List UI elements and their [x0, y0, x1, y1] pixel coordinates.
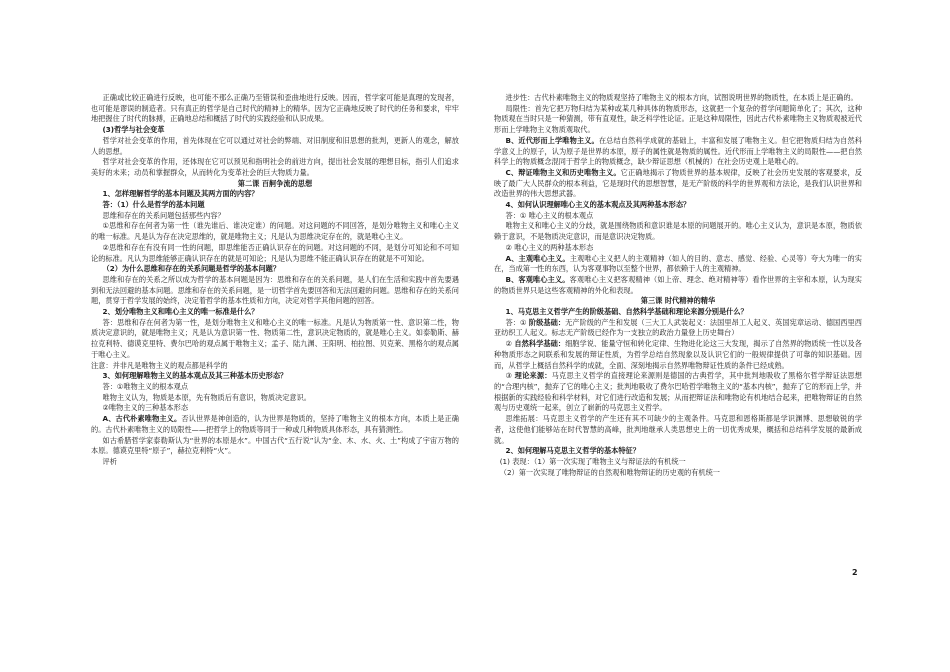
question-heading: 2、划分唯物主义和唯心主义的唯一标准是什么？	[102, 307, 259, 317]
section-title: 第三课 时代精神的精华	[640, 296, 716, 306]
bold-lead: A、古代朴素唯物主义。	[102, 414, 182, 424]
bold-lead: A、主观唯心主义。	[505, 253, 570, 263]
body-paragraph: 思维拓展：马克思主义哲学的产生还有其不可缺少的主观条件。马克思和恩格斯都是学识渊博、思想敏锐的学者，这使他们能够站在时代智慧的高峰，批判地继承人类思想史上的一切优秀成果，概括和总结科学发展的最新成就。	[494, 414, 862, 445]
body-paragraph: 答：思维和存在何者为第一性，是划分唯物主义和唯心主义的唯一标准。凡是认为物质第一性、意识第二性，物质决定意识的，就是唯物主义；凡是认为意识第一性、物质第二性，意识决定物质的，就是唯心主义。如泰勒斯、赫拉克利特、德谟克里特、费尔巴哈的观点属于唯物主义；孟子、陆九渊、王阳明、柏拉图、贝克莱、黑格尔的观点属于唯心主义。	[91, 317, 459, 359]
list-item: （2）第一次实现了唯物辩证的自然观和唯物辩证的历史观的有机统一	[499, 467, 720, 477]
body-paragraph: A、主观唯心主义。主观唯心主义把人的主观精神（如人的目的、意志、感觉、经验、心灵等）夸大为唯一的实在，当成第一性的东西，认为客观事物以至整个世界，都依赖于人的主观精神。	[494, 253, 862, 274]
bold-lead: B、近代形而上学唯物主义。	[505, 135, 599, 145]
body-paragraph: B、近代形而上学唯物主义。在总结自然科学成就的基础上，丰富和发展了唯物主义。但它把物质归结为自然科学意义上的原子，认为原子是世界的本原，原子的属性就是物质的属性。近代形而上学唯物主义的局限性——把自然科学上的物质概念混同于哲学上的物质概念，缺少辩证思想（机械的）在社会历史观上是唯心的。	[494, 135, 862, 167]
section-title: 第二课 百舸争流的思想	[237, 178, 313, 188]
body-paragraph: 评析	[102, 456, 117, 466]
body-paragraph: ①思维和存在何者为第一性（谁先谁后、谁决定谁）的问题。对这问题的不同回答，是划分唯物主义和唯心主义的唯一标准。凡是认为存在决定思维的，就是唯物主义；凡是认为思维决定存在的，就是唯心主义。	[91, 221, 459, 242]
right-column	[494, 93, 862, 478]
body-paragraph: 答：① 阶级基础：无产阶级的产生和发展（三大工人武装起义：法国里昂工人起义、英国宪章运动、德国西里西亚纺织工人起义。标志无产阶级已经作为一支独立的政治力量登上历史舞台）	[494, 317, 862, 338]
question-heading: (3)哲学与社会变革	[102, 125, 165, 135]
body-paragraph: ②唯物主义的三种基本形态	[102, 403, 189, 413]
body-paragraph: 唯物主义认为，物质是本原，先有物质后有意识，物质决定意识。	[102, 392, 311, 402]
body-paragraph: 答：① 唯心主义的根本观点	[505, 210, 594, 220]
bold-lead: C、辩证唯物主义和历史唯物主义。	[505, 167, 621, 177]
page-number: 2	[852, 568, 858, 577]
body-paragraph: 哲学对社会变革的作用，首先体现在它可以通过对社会的弊端、对旧制度和旧思想的批判，更新人的观念，解放人的思想。	[91, 135, 459, 156]
body-paragraph: 思维和存在的关系之所以成为哲学的基本问题是因为：思维和存在的关系问题，是人们在生活和实践中首先要遇到和无法回避的基本问题。思维和存在的关系问题，是一切哲学首先要回答和无法回避的问题。思维和存在的关系问题，贯穿于哲学发展的始终，决定着哲学的基本性质和方向，决定对哲学其他问题的回答。	[91, 274, 459, 306]
body-paragraph: ②思维和存在有没有同一性的问题，即思维能否正确认识存在的问题。对这问题的不同，是划分可知论和不可知论的标准。凡认为思维能够正确认识存在的就是可知论；凡是认为思维不能正确认识存在的就是不可知论。	[91, 242, 459, 263]
question-heading: 4、如何认识理解唯心主义的基本观点及其两种基本形态？	[505, 200, 691, 210]
body-paragraph: B、客观唯心主义。客观唯心主义把客观精神（如上帝、理念、绝对精神等）看作世界的主宰和本原，认为现实的物质世界只是这些客观精神的外化和表现。	[494, 274, 862, 295]
question-heading: 答：（1）什么是哲学的基本问题	[102, 200, 205, 210]
question-heading: （2）为什么思维和存在的关系问题是哲学的基本问题？	[102, 264, 281, 274]
list-item: (1) 表现：（1）第一次实现了唯物主义与辩证法的有机统一	[499, 456, 686, 466]
body-paragraph: 哲学对社会变革的作用，还体现在它可以预见和指明社会的前进方向，提出社会发展的理想目标，指引人们追求美好的未来；动员和掌握群众，从而转化为变革社会的巨大物质力量。	[91, 157, 459, 177]
bold-lead: 自然科学基础：	[514, 339, 566, 349]
bold-lead: 阶级基础：	[528, 317, 566, 327]
bold-lead: B、客观唯心主义。	[505, 274, 570, 284]
note-paragraph: 注意：并非凡是唯物主义的观点都是科学的	[91, 360, 228, 370]
body-paragraph: 如古希腊哲学家泰勒斯认为“世界的本原是水”。中国古代“五行说”认为“金、木、水、火、土”构成了宇宙万物的本原。德谟克里特“原子”，赫拉克利特“火”。	[91, 435, 459, 456]
body-paragraph: ② 自然科学基础：细胞学说、能量守恒和转化定律、生物进化论这三大发现，揭示了自然界的物质统一性以及各种物质形态之间联系和发展的辩证性质，为哲学总结自然现象以及认识它们的一般规律提供了可靠的知识基础。因而，从哲学上概括自然科学的成就，全面、深刻地揭示自然界唯物辩证性质的条件已经成熟。	[494, 339, 862, 370]
body-paragraph: 答：①唯物主义的根本观点	[102, 381, 189, 391]
bold-lead: 理论来源：	[514, 371, 552, 381]
body-paragraph: 思维和存在的关系问题包括那些内容？	[102, 210, 225, 220]
question-heading: 2、如何理解马克思主义哲学的基本特征？	[505, 446, 640, 456]
left-column	[91, 93, 459, 468]
body-paragraph: 进步性：古代朴素唯物主义的物质观坚持了唯物主义的根本方向，试图说明世界的物质性，在本质上是正确的。	[505, 93, 858, 102]
body-paragraph: A、古代朴素唯物主义。否认世界是神创造的，认为世界是物质的，坚持了唯物主义的根本方向，本质上是正确的。古代朴素唯物主义的局限性——把哲学上的物质等同于一种或几种物质具体形态，具有猜测性。	[91, 414, 459, 434]
question-heading: 1、马克思主义哲学产生的阶级基础、自然科学基础和理论来源分别是什么？	[505, 307, 748, 317]
body-paragraph: 唯物主义和唯心主义的分歧，就是围绕物质和意识谁是本原的问题展开的。唯心主义认为，意识是本原，物质依赖于意识，不是物质决定意识，而是意识决定物质。	[494, 221, 862, 242]
body-paragraph: C、辩证唯物主义和历史唯物主义。它正确地揭示了物质世界的基本规律，反映了社会历史发展的客观要求，反映了最广大人民群众的根本利益，它是现时代的思想智慧，是无产阶级的科学的世界观和方法论，是我们认识世界和改造世界的伟大思想武器。	[494, 167, 862, 199]
body-paragraph: 正确或比较正确进行反映，也可能不那么正确乃至错误和歪曲地进行反映。因而，哲学家可能是真理的发现者，也可能是谬误的制造者。只有真正的哲学是自己时代的精神上的精华。因为它正确地反映了时代的任务和要求，牢牢地把握住了时代的脉搏，正确地总结和概括了时代的实践经验和认识成果。	[91, 93, 459, 124]
body-paragraph: 局限性：首先它把万物归结为某种或某几种具体的物质形态，这就把一个复杂的哲学问题简单化了；其次，这种物质观在当时只是一种猜测，带有直观性，缺乏科学性论证。正是这种局限性，因此古代朴素唯物主义物质观被近代形而上学唯物主义物质观取代。	[494, 103, 862, 135]
question-heading: 3、如何理解唯物主义的基本观点及其三种基本历史形态？	[102, 371, 288, 381]
body-paragraph: ② 唯心主义的两种基本形态	[505, 242, 594, 252]
question-heading: 1、怎样理解哲学的基本问题及其两方面的内容？	[102, 189, 259, 199]
body-paragraph: ③ 理论来源：马克思主义哲学的直接理论来源则是德国的古典哲学，其中批判地吸收了黑格尔哲学辩证法思想的“合理内核”，抛弃了它的唯心主义；批判地吸收了费尔巴哈哲学唯物主义的“基本内核”，抛弃了它的形而上学，并根据新的实践经验和科学材料，对它们进行改造和发展；从而把辩证法和唯物论有机地结合起来，把唯物辩证的自然观与历史观统一起来，创立了崭新的马克思主义哲学。	[494, 371, 862, 413]
